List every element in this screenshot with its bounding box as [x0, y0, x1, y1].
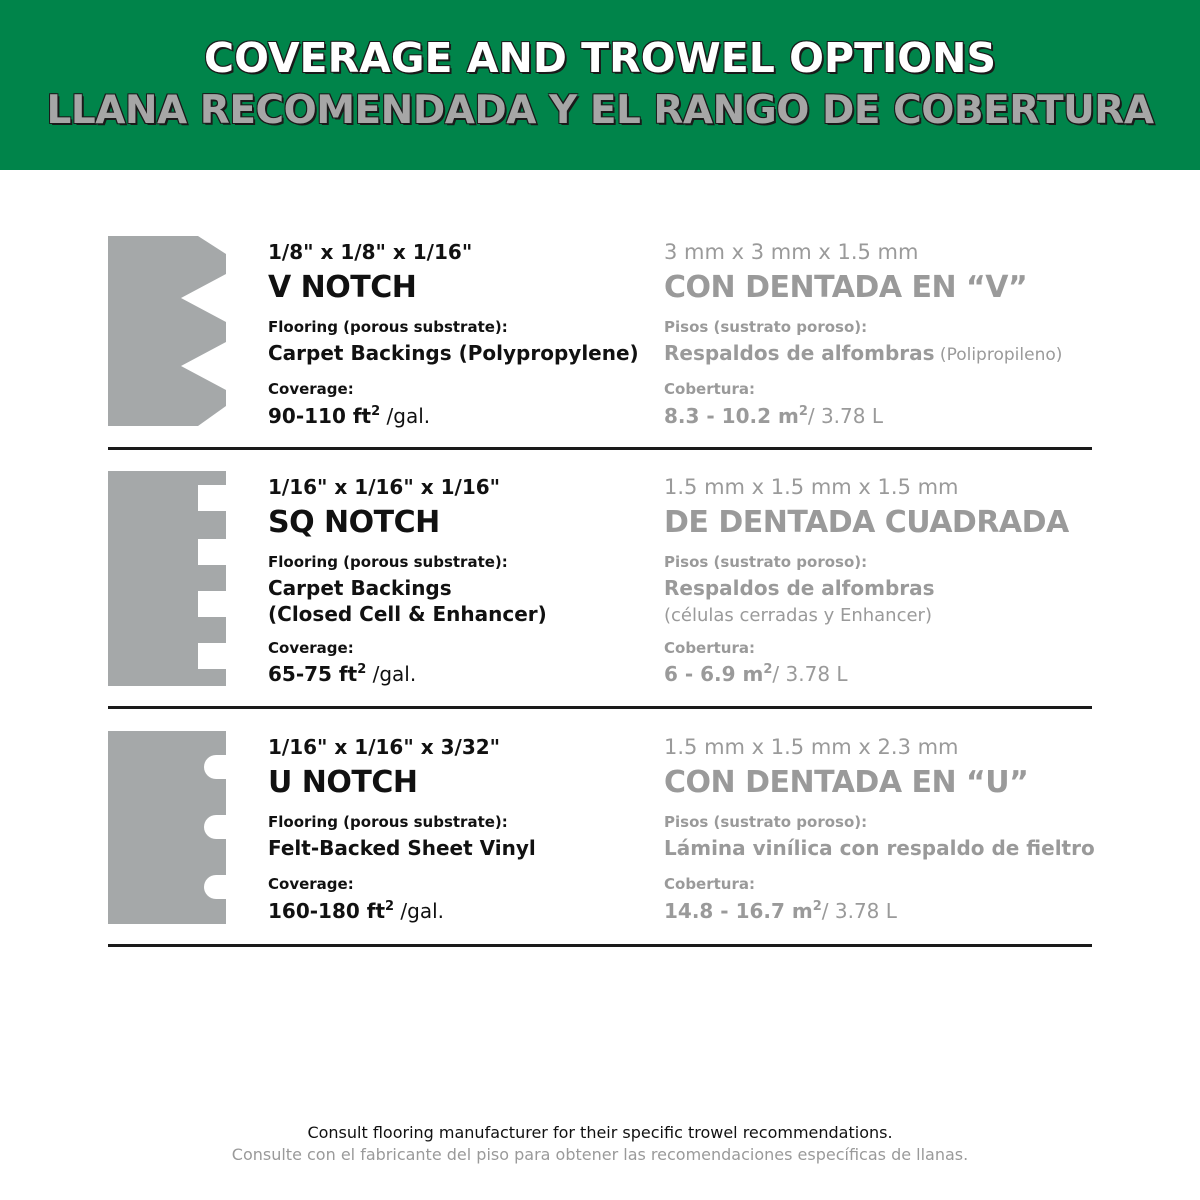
trowel-row-v-notch — [108, 236, 1092, 466]
flooring-label-spanish: Pisos (sustrato poroso): — [664, 813, 868, 831]
coverage-value: 160-180 $ft^2$ /gal. — [268, 899, 445, 923]
coverage-value: 65-75 $ft^2$ /gal. — [268, 662, 417, 686]
trowel-size: 1/16" x 1/16" x 1/16" — [268, 475, 501, 499]
footer-note-spanish: Consulte con el fabricante del piso para obtener las recomendaciones específicas de llanas. — [231, 1145, 969, 1164]
flooring-value-line2: (Closed Cell & Enhancer) — [268, 602, 547, 626]
flooring-value-spanish: Respaldos de alfombras — [664, 576, 935, 600]
trowel-name-spanish: CON DENTADA EN “V” — [664, 270, 1028, 305]
flooring-value-spanish: Lámina vinílica con respaldo de fieltro — [664, 836, 1095, 860]
u-notch-trowel-icon — [108, 731, 228, 924]
coverage-label: Coverage: — [268, 639, 354, 657]
trowel-name: SQ NOTCH — [268, 505, 440, 540]
header-banner — [0, 0, 1200, 170]
coverage-value-spanish: 6 - 6.9 $m^2/$ 3.78 L — [664, 662, 848, 686]
v-notch-trowel-icon — [108, 236, 228, 426]
square-notch-trowel-icon — [108, 471, 228, 686]
coverage-value: 90-110 $ft^2$ /gal. — [268, 404, 431, 428]
coverage-label: Coverage: — [268, 380, 354, 398]
flooring-value: Felt-Backed Sheet Vinyl — [268, 836, 536, 860]
trowel-size-spanish: 3 mm x 3 mm x 1.5 mm — [664, 240, 919, 264]
trowel-size: 1/8" x 1/8" x 1/16" — [268, 240, 473, 264]
row-divider — [108, 944, 1092, 947]
trowel-size-spanish: 1.5 mm x 1.5 mm x 2.3 mm — [664, 735, 959, 759]
row-divider — [108, 447, 1092, 450]
trowel-size: 1/16" x 1/16" x 3/32" — [268, 735, 501, 759]
flooring-value: Carpet Backings (Polypropylene) — [268, 341, 639, 365]
coverage-label-spanish: Cobertura: — [664, 639, 755, 657]
trowel-row-u-notch — [108, 731, 1095, 961]
trowel-name: U NOTCH — [268, 765, 418, 800]
flooring-value: Carpet Backings — [268, 576, 452, 600]
flooring-value-spanish-line2: (células cerradas y Enhancer) — [664, 605, 932, 626]
trowel-row-sq-notch — [108, 471, 1092, 701]
trowel-size-spanish: 1.5 mm x 1.5 mm x 1.5 mm — [664, 475, 959, 499]
coverage-label-spanish: Cobertura: — [664, 380, 755, 398]
row-divider — [108, 706, 1092, 709]
trowel-name: V NOTCH — [268, 270, 417, 305]
coverage-value-spanish: 8.3 - 10.2 $m^2/$ 3.78 L — [664, 404, 883, 428]
trowel-name-spanish: DE DENTADA CUADRADA — [664, 505, 1069, 540]
page-title: COVERAGE AND TROWEL OPTIONS — [203, 34, 996, 82]
flooring-value-spanish: Respaldos de alfombras (Polipropileno) — [664, 341, 1063, 365]
coverage-label: Coverage: — [268, 875, 354, 893]
flooring-label-spanish: Pisos (sustrato poroso): — [664, 318, 868, 336]
flooring-label: Flooring (porous substrate): — [268, 813, 508, 831]
flooring-label-spanish: Pisos (sustrato poroso): — [664, 553, 868, 571]
page-title-spanish: LLANA RECOMENDADA Y EL RANGO DE COBERTURA — [46, 88, 1154, 133]
flooring-label: Flooring (porous substrate): — [268, 318, 508, 336]
coverage-label-spanish: Cobertura: — [664, 875, 755, 893]
footer-note: Consult flooring manufacturer for their specific trowel recommendations. — [307, 1123, 893, 1142]
flooring-label: Flooring (porous substrate): — [268, 553, 508, 571]
trowel-name-spanish: CON DENTADA EN “U” — [664, 765, 1029, 800]
coverage-value-spanish: 14.8 - 16.7 $m^2/$ 3.78 L — [664, 899, 897, 923]
